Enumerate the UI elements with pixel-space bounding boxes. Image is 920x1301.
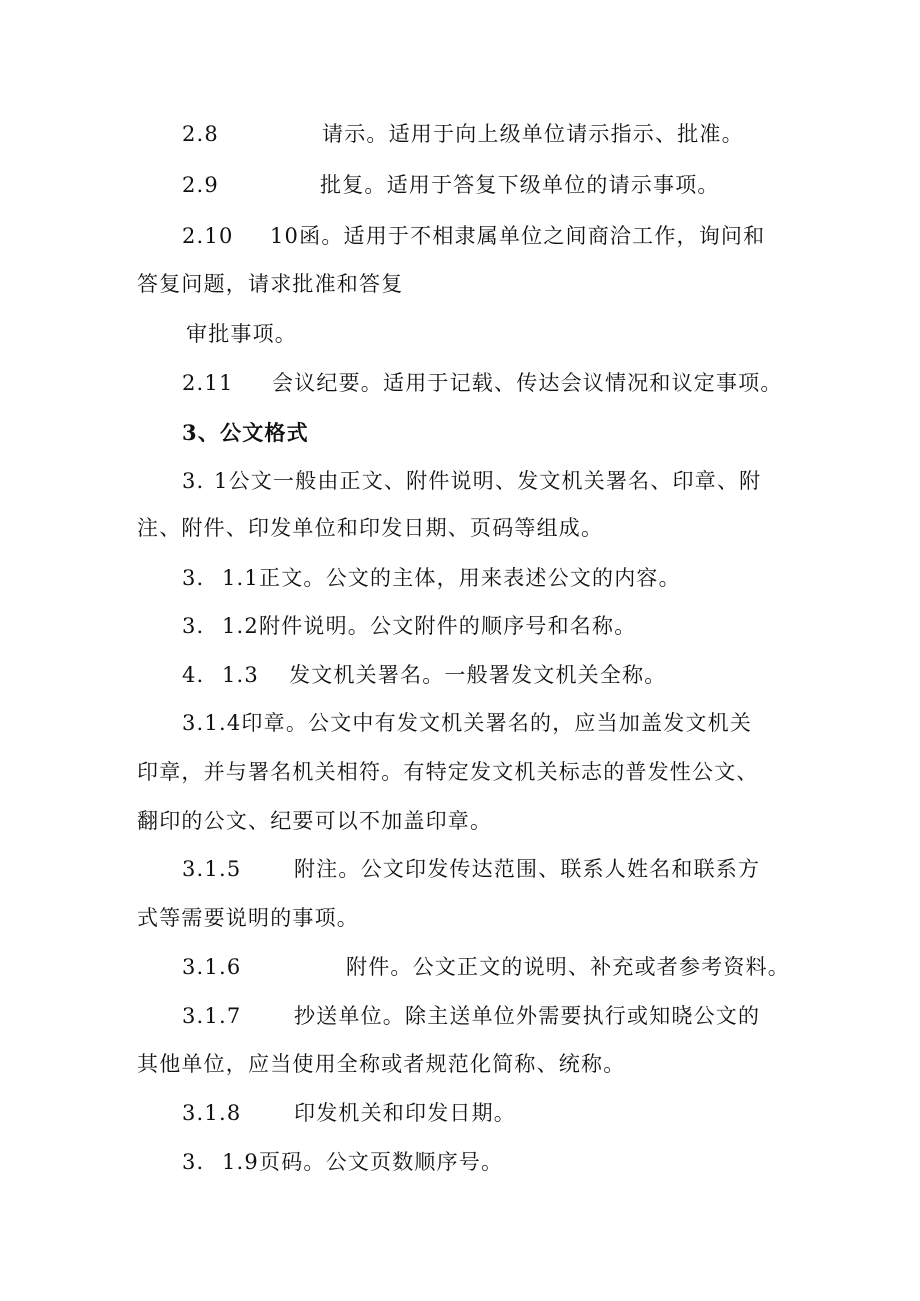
- para-3-1-9: [182, 1147, 503, 1177]
- section-number: 2.8: [182, 122, 219, 146]
- para-2-10-cont: [137, 269, 403, 299]
- paragraph-text: 1.1正文。公文的主体，用来表述公文的内容。: [222, 566, 681, 590]
- para-3-1-5: [182, 854, 760, 884]
- paragraph-text: 其他单位，应当使用全称或者规范化简称、统称。: [137, 1052, 626, 1076]
- para-3-1: [182, 466, 761, 496]
- para-3-1-7: [182, 1001, 760, 1031]
- paragraph-text: 批复。适用于答复下级单位的请示事项。: [320, 173, 720, 197]
- paragraph-text: 1.2附件说明。公文附件的顺序号和名称。: [222, 614, 637, 638]
- para-3-1-4: [182, 708, 752, 738]
- paragraph-text: 式等需要说明的事项。: [137, 906, 359, 930]
- para-2-10-cont2: [186, 319, 297, 349]
- heading-3: [182, 418, 309, 448]
- paragraph-text: 1.9页码。公文页数顺序号。: [222, 1150, 504, 1174]
- para-3-1-2: [182, 611, 636, 641]
- para-3-1-1: [182, 563, 681, 593]
- section-number: 3.1.5: [182, 857, 242, 881]
- paragraph-text: 附件。公文正文的说明、补充或者参考资料。: [346, 955, 790, 979]
- paragraph-text: 3.1.4印章。公文中有发文机关署名的，应当加盖发文机关: [182, 711, 753, 735]
- section-number: 3.: [182, 1150, 205, 1174]
- section-number: 3.1.8: [182, 1101, 242, 1125]
- para-3-1-7-cont: [137, 1049, 625, 1079]
- para-2-10: [182, 221, 765, 251]
- paragraph-text: 印章，并与署名机关相符。有特定发文机关标志的普发性公文、: [137, 760, 759, 784]
- para-3-1-4-cont2: [137, 806, 492, 836]
- section-number: 3.: [182, 566, 205, 590]
- para-2-9: [182, 170, 720, 200]
- paragraph-text: 注、附件、印发单位和印发日期、页码等组成。: [137, 516, 604, 540]
- paragraph-text: 翻印的公文、纪要可以不加盖印章。: [137, 809, 493, 833]
- para-2-11: [182, 368, 783, 398]
- paragraph-text: 审批事项。: [186, 322, 297, 346]
- para-3-1-cont: [137, 513, 603, 543]
- para-3-1-4-cont: [137, 757, 759, 787]
- para-3-1-6: [182, 952, 790, 982]
- paragraph-text: 印发机关和印发日期。: [294, 1101, 516, 1125]
- para-2-8: [182, 119, 744, 149]
- section-number: 2.9: [182, 173, 219, 197]
- section-heading: 3、公文格式: [182, 420, 309, 445]
- para-3-1-8: [182, 1098, 516, 1128]
- paragraph-text: 答复问题，请求批准和答复: [137, 272, 404, 296]
- section-number: 2.10: [182, 224, 234, 248]
- section-number: 4.: [182, 663, 205, 687]
- paragraph-text: 抄送单位。除主送单位外需要执行或知晓公文的: [294, 1004, 761, 1028]
- section-number: 3.1.7: [182, 1004, 242, 1028]
- paragraph-text: 会议纪要。适用于记载、传达会议情况和议定事项。: [272, 371, 783, 395]
- paragraph-text: 附注。公文印发传达范围、联系人姓名和联系方: [294, 857, 761, 881]
- section-number: 2.11: [182, 371, 234, 395]
- para-3-1-5-cont: [137, 903, 359, 933]
- section-number: 3.: [182, 614, 205, 638]
- section-number: 3.: [182, 469, 205, 493]
- paragraph-text: 1.3 发文机关署名。一般署发文机关全称。: [222, 663, 667, 687]
- paragraph-text: 请示。适用于向上级单位请示指示、批准。: [322, 122, 744, 146]
- para-4-1-3: [182, 660, 666, 690]
- paragraph-text: 1公文一般由正文、附件说明、发文机关署名、印章、附: [214, 469, 762, 493]
- section-number: 3.1.6: [182, 955, 242, 979]
- paragraph-text: 10函。适用于不相隶属单位之间商洽工作，询问和: [270, 224, 766, 248]
